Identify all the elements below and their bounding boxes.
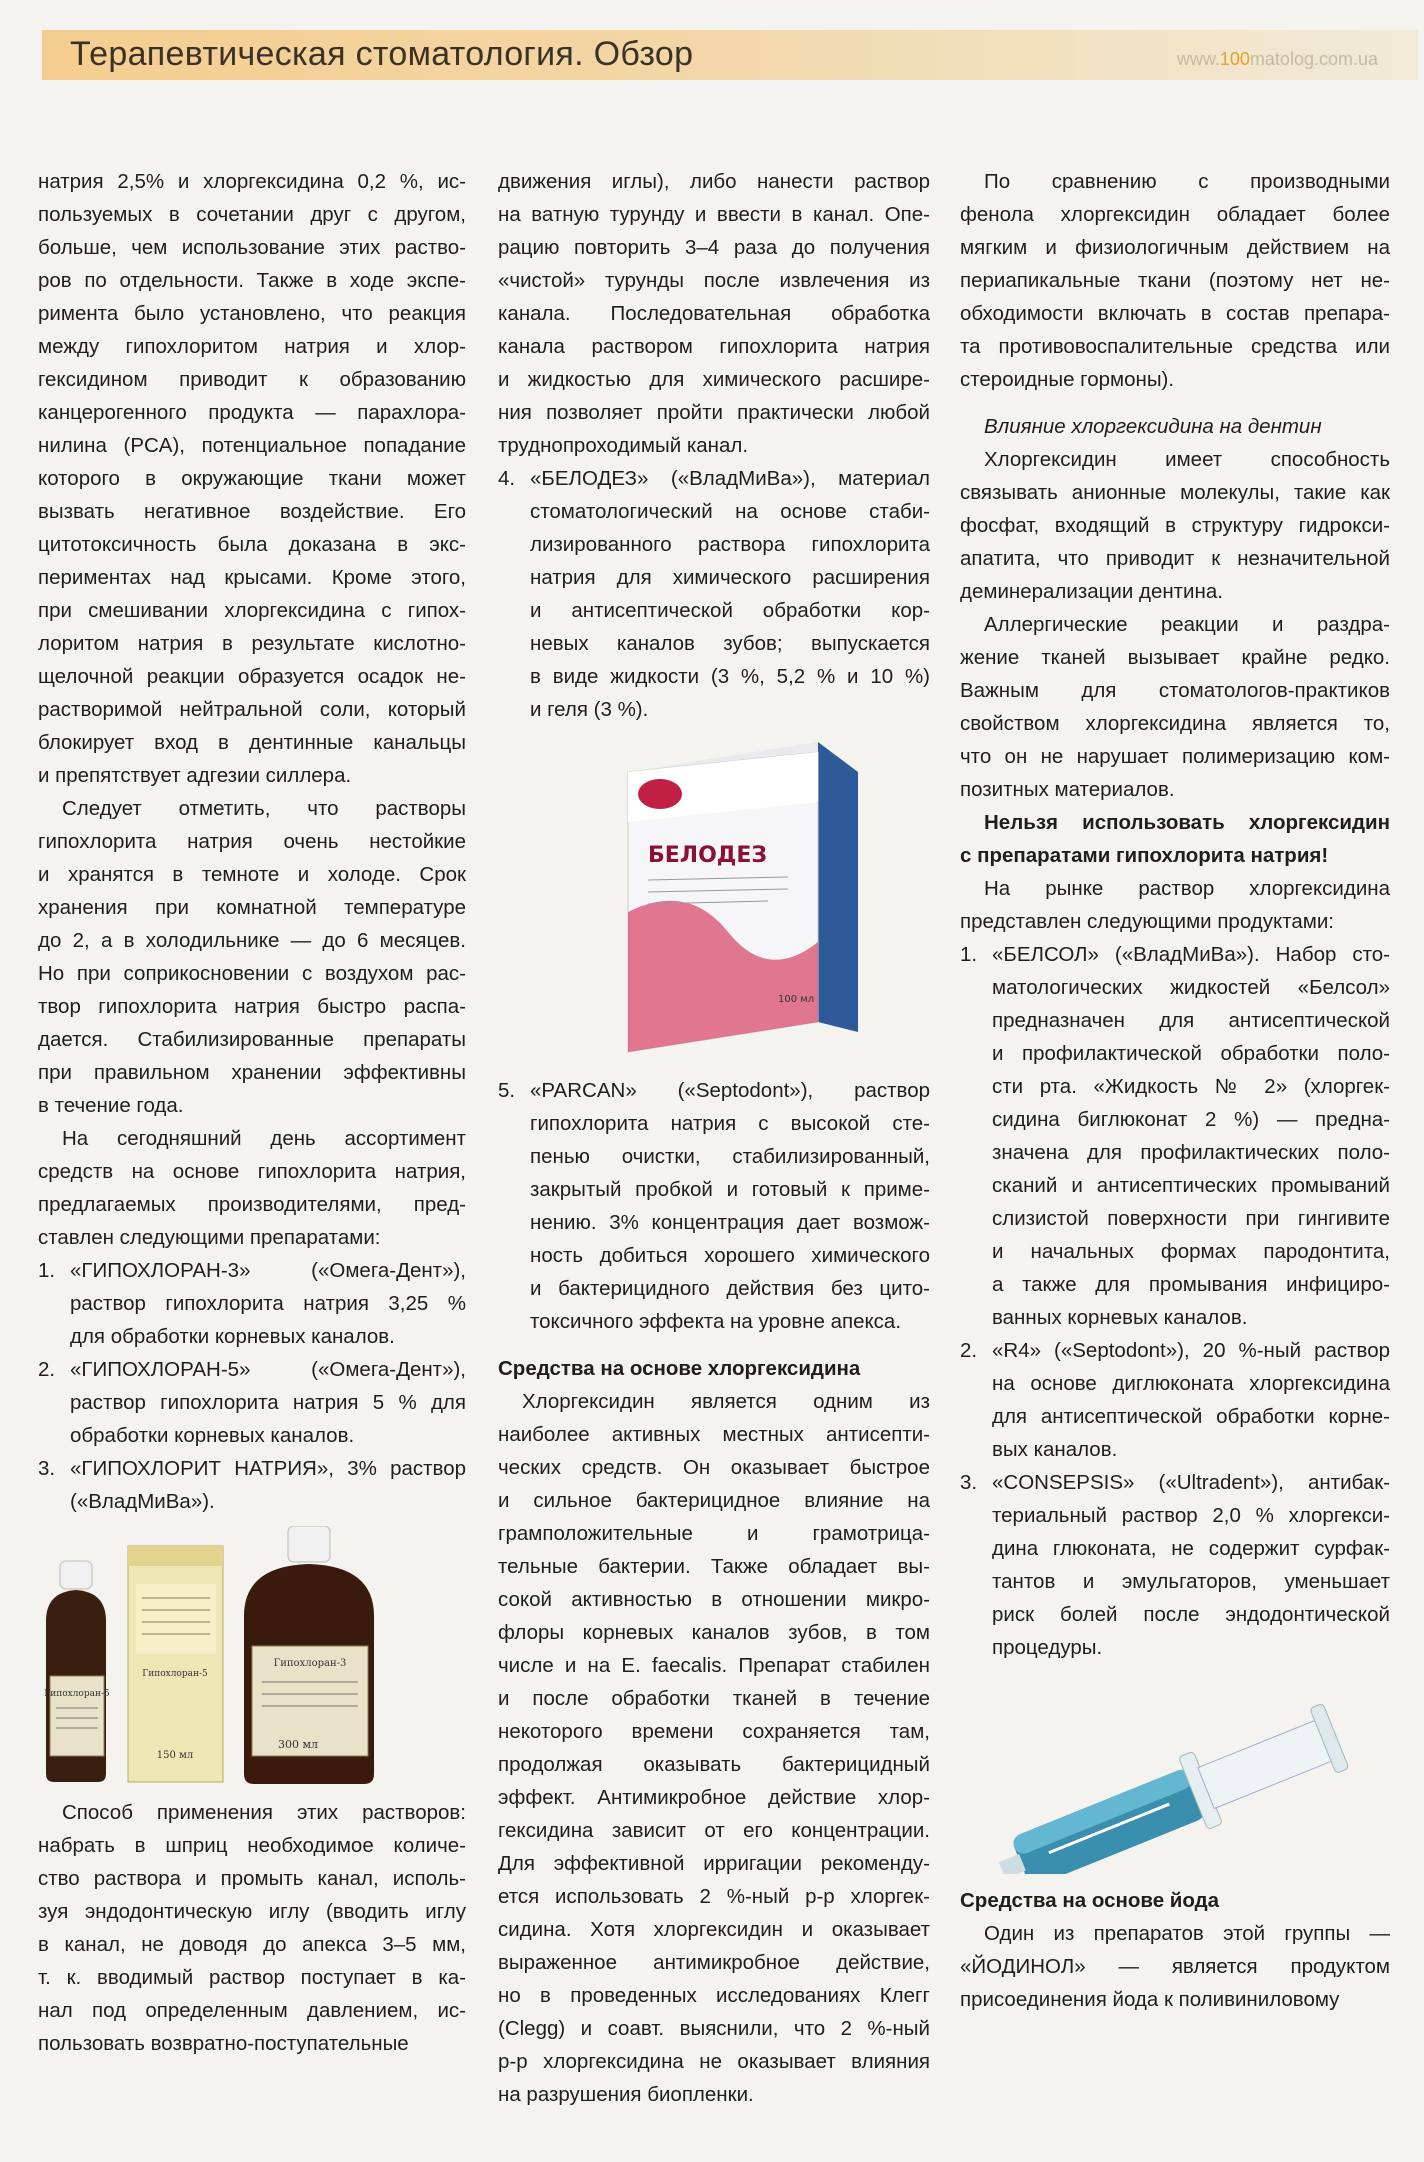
text-line: для антисептической обработки корне- (992, 1405, 1390, 1428)
running-header (42, 30, 1418, 80)
text-line: невых каналов зубов; выпускается (530, 632, 930, 655)
text-line: между гипохлоритом натрия и хлор- (38, 335, 466, 358)
text-line: движения иглы), либо нанести раствор (498, 170, 930, 193)
text-line: «R4» («Septodont»), 20 %-ный раствор (992, 1339, 1390, 1362)
list-number: 2. (38, 1358, 56, 1381)
text-line: обработки корневых каналов. (70, 1424, 355, 1447)
text-line: «CONSEPSIS» («Ultradent»), антибак- (992, 1471, 1390, 1494)
text-line: сканий и антисептических промываний (992, 1174, 1390, 1197)
text-line: выраженное антимикробное действие, (498, 1951, 930, 1974)
text-line: тантов и эмульгаторов, уменьшает (992, 1570, 1390, 1593)
col2-paragraph-1 (498, 165, 930, 462)
text-line: блокирует вход в дентинные канальцы (38, 731, 466, 754)
text-line: ется использовать 2 %-ный р-р хлоргек- (498, 1885, 930, 1908)
site-url[interactable] (1177, 49, 1378, 70)
bottle-right-label: Гипохлоран-3 (273, 1658, 347, 1669)
text-line: значена для профилактических поло- (992, 1141, 1390, 1164)
text-line: на основе диглюконата хлоргексидина (992, 1372, 1390, 1395)
text-line: и после обработки тканей в течение (498, 1687, 930, 1710)
text-line: ность добиться хорошего химического (530, 1244, 930, 1267)
text-line: для обработки корневых каналов. (70, 1325, 395, 1348)
text-line: канала. Последовательная обработка (498, 302, 930, 325)
text-line: апатита, что приводит к незначительной (960, 547, 1390, 570)
text-line: римента было установлено, что реакция (38, 302, 466, 325)
text-line: в канал, не доводя до апекса 3–5 мм, (38, 1933, 466, 1956)
text-line: раствор гипохлорита натрия 5 % для (70, 1391, 466, 1414)
belodez-illustration (608, 732, 918, 1062)
text-line: вых каналов. (992, 1438, 1118, 1461)
col1-product-list (38, 1254, 466, 1518)
text-line: сидина биглюконат 2 %) — предна- (992, 1108, 1390, 1131)
text-line: средств на основе гипохлорита натрия, (38, 1160, 466, 1183)
text-line: цитотоксичность была доказана в экс- (38, 533, 466, 556)
text-line: матологических жидкостей «Белсол» (992, 976, 1390, 999)
col1-paragraph-4 (38, 1796, 466, 2060)
list-item (498, 1074, 930, 1338)
text-line: На сегодняшний день ассортимент (62, 1127, 466, 1150)
col3-paragraph-1 (960, 165, 1390, 396)
bottle-left-label: Гипохлоран-5 (44, 1689, 110, 1699)
text-line: (Clegg) и соавт. выяснили, что 2 %-ный (498, 2017, 930, 2040)
text-line: присоединения йода к поливиниловому (960, 1988, 1340, 2011)
col1-paragraph-1 (38, 165, 466, 792)
url-prefix: www. (1176, 49, 1220, 69)
text-line: до 2, а в холодильнике — до 6 месяцев. (38, 929, 466, 952)
text-line: сокой активностью в отношении микро- (498, 1588, 930, 1611)
text-line: на разрушения биопленки. (498, 2083, 754, 2106)
text-line: гексидином приводит к образованию (38, 368, 466, 391)
box-volume: 150 мл (156, 1750, 194, 1761)
box-brand: БЕЛОДЕЗ (648, 843, 768, 868)
text-line: в течение года. (38, 1094, 184, 1117)
text-line: Один из препаратов этой группы — (984, 1922, 1390, 1945)
text-line: «БЕЛСОЛ» («ВладМиВа»). Набор сто- (992, 943, 1390, 966)
iodine-heading: Средства на основе йода (960, 1889, 1220, 1912)
text-line: некоторого времени сохраняется там, (498, 1720, 930, 1743)
text-line: мягким и физиологичным действием на (960, 236, 1390, 259)
text-line: предлагаемых производителями, пред- (38, 1193, 466, 1216)
col1-paragraph-2 (38, 792, 466, 1122)
col1-paragraph-3 (38, 1122, 466, 1254)
text-line: Хлоргексидин является одним из (522, 1390, 930, 1413)
text-line: натрия 2,5% и хлоргексидина 0,2 %, ис- (38, 170, 466, 193)
bottle-right-volume: 300 мл (278, 1738, 319, 1751)
text-line: ческих средств. Он оказывает быстрое (498, 1456, 930, 1479)
text-line: На рынке раствор хлоргексидина (984, 877, 1390, 900)
bottles-illustration (38, 1526, 468, 1786)
text-line: хранения при комнатной температуре (38, 896, 466, 919)
text-line: набрать в шприц необходимое количе- (38, 1834, 466, 1857)
text-line: стероидные гормоны). (960, 368, 1175, 391)
list-item (960, 938, 1390, 1334)
chlorhexidine-heading: Средства на основе хлоргексидина (498, 1357, 861, 1380)
text-line: Но при соприкосновении с воздухом рас- (38, 962, 466, 985)
text-line: «ГИПОХЛОРАН-5» («Омега-Дент»), (70, 1358, 466, 1381)
syringe-photo (960, 1684, 1380, 1874)
text-line: периментах над крысами. Кроме этого, (38, 566, 466, 589)
text-line: Нельзя использовать хлоргексидин (984, 811, 1390, 834)
text-line: флоры корневых каналов зубов, в том (498, 1621, 930, 1644)
text-line: слизистой поверхности при гингивите (992, 1207, 1390, 1230)
list-number: 1. (38, 1259, 56, 1282)
text-line: т. к. вводимый раствор поступает в ка- (38, 1966, 466, 1989)
text-line: грамположительные и грамотрица- (498, 1522, 930, 1545)
text-line: гексидина зависит от его концентрации. (498, 1819, 930, 1842)
text-line: щелочной реакции образуется осадок не- (38, 665, 466, 688)
text-line: фосфат, входящий в структуру гидрокси- (960, 514, 1390, 537)
text-line: на ватную турунду и ввести в канал. Опе- (498, 203, 930, 226)
url-highlight: 100 (1219, 49, 1250, 69)
text-line: тельные бактерии. Также обладает вы- (498, 1555, 930, 1578)
text-line: а также для промывания инфициро- (992, 1273, 1390, 1296)
text-line: Важным для стоматологов-практиков (960, 679, 1390, 702)
text-line: лоритом натрия в результате кислотно- (38, 632, 466, 655)
text-line: стоматологический на основе стаби- (530, 500, 930, 523)
hypochloran-bottles-photo (38, 1526, 468, 1786)
text-line: и бактерицидного действия без цито- (530, 1277, 930, 1300)
text-line: труднопроходимый канал. (498, 434, 749, 457)
text-line: вызвать негативное воздействие. Его (38, 500, 466, 523)
text-line: твор гипохлорита натрия быстро распа- (38, 995, 466, 1018)
text-line: в виде жидкости (3 %, 5,2 % и 10 %) (530, 665, 930, 688)
text-line: и профилактической обработки поло- (992, 1042, 1390, 1065)
text-line: териальный раствор 2,0 % хлоргекси- (992, 1504, 1390, 1527)
list-number: 5. (498, 1079, 516, 1102)
url-suffix: matolog.com.ua (1249, 49, 1378, 69)
text-line: пользовать возвратно-поступательные (38, 2032, 409, 2055)
text-line: «ГИПОХЛОРАН-3» («Омега-Дент»), (70, 1259, 466, 1282)
text-line: та противовоспалительные средства или (960, 335, 1390, 358)
text-line: и геля (3 %). (530, 698, 649, 721)
text-line: «чистой» турунды после извлечения из (498, 269, 930, 292)
text-line: р-р хлоргексидина не оказывает влияния (498, 2050, 930, 2073)
col3-paragraph-3 (960, 608, 1390, 806)
text-line: и сильное бактерицидное влияние на (498, 1489, 930, 1512)
list-item (960, 1466, 1390, 1664)
column-3 (960, 165, 1390, 2016)
col3-paragraph-4 (960, 872, 1390, 938)
text-line: раствор гипохлорита натрия 3,25 % (70, 1292, 466, 1315)
col3-paragraph-5 (960, 1917, 1390, 2016)
text-line: риск болей после эндодонтической (992, 1603, 1390, 1626)
warning-note (960, 806, 1390, 872)
text-line: дина глюконата, не содержит сурфак- (992, 1537, 1390, 1560)
text-line: с препаратами гипохлорита натрия! (960, 844, 1329, 867)
list-number: 1. (960, 943, 978, 966)
text-line: связывать анионные молекулы, такие как (960, 481, 1390, 504)
column-2 (498, 165, 930, 2111)
dentin-subheading: Влияние хлоргексидина на дентин (984, 415, 1322, 438)
text-line: ния позволяет пройти практически любой (498, 401, 930, 424)
text-line: канцерогенного продукта — парахлора- (38, 401, 466, 424)
text-line: при правильном хранении эффективны (38, 1061, 466, 1084)
list-item (960, 1334, 1390, 1466)
text-line: периапикальные ткани (поэтому нет не- (960, 269, 1390, 292)
text-line: числе и на E. faecalis. Препарат стабилен (498, 1654, 930, 1677)
text-line: Аллергические реакции и раздра- (984, 613, 1390, 636)
text-line: предназначен для антисептической (992, 1009, 1390, 1032)
list-number: 3. (38, 1457, 56, 1480)
text-line: эффект. Антимикробное действие хлор- (498, 1786, 930, 1809)
text-line: («ВладМиВа»). (70, 1490, 215, 1513)
text-line: обходимости включать в состав препара- (960, 302, 1390, 325)
text-line: гипохлорита натрия очень нестойкие (38, 830, 466, 853)
text-line: свойством хлоргексидина является то, (960, 712, 1390, 735)
text-line: и антисептической обработки кор- (530, 599, 930, 622)
text-line: сти рта. «Жидкость № 2» (хлоргек- (992, 1075, 1390, 1098)
text-line: наиболее активных местных антисепти- (498, 1423, 930, 1446)
list-number: 4. (498, 467, 516, 490)
text-line: ров по отдельности. Также в ходе экспе- (38, 269, 466, 292)
belodez-box-photo (608, 732, 918, 1062)
text-line: рацию повторить 3–4 раза до получения (498, 236, 930, 259)
syringe-illustration (960, 1684, 1380, 1874)
col3-product-list (960, 938, 1390, 1664)
text-line: при смешивании хлоргексидина с гипох- (38, 599, 466, 622)
text-line: и хранятся в темноте и холоде. Срок (38, 863, 466, 886)
text-line: закрытый пробкой и готовый к приме- (530, 1178, 930, 1201)
col2-item-5 (498, 1074, 930, 1338)
text-line: нал под определенным давлением, ис- (38, 1999, 466, 2022)
text-line: «БЕЛОДЕЗ» («ВладМиВа»), материал (530, 467, 930, 490)
section-title: Терапевтическая стоматология. Обзор (70, 35, 694, 73)
text-line: ванных корневых каналов. (992, 1306, 1248, 1329)
text-line: Хлоргексидин имеет способность (984, 448, 1390, 471)
text-line: Следует отметить, что растворы (62, 797, 466, 820)
col2-paragraph-2 (498, 1385, 930, 2111)
text-line: Способ применения этих растворов: (62, 1801, 466, 1824)
text-line: фенола хлоргексидин обладает более (960, 203, 1390, 226)
text-line: «ГИПОХЛОРИТ НАТРИЯ», 3% раствор (70, 1457, 466, 1480)
list-number: 2. (960, 1339, 978, 1362)
text-line: больше, чем использование этих раство- (38, 236, 466, 259)
list-item (38, 1353, 466, 1452)
list-item (38, 1254, 466, 1353)
text-line: токсичного эффекта на уровне апекса. (530, 1310, 902, 1333)
list-number: 3. (960, 1471, 978, 1494)
col3-paragraph-2 (960, 443, 1390, 608)
col2-item-4 (498, 462, 930, 726)
text-line: деминерализации дентина. (960, 580, 1223, 603)
box-label: Гипохлоран-5 (142, 1669, 208, 1679)
text-line: ство раствора и промыть канал, исполь- (38, 1867, 466, 1890)
text-line: процедуры. (992, 1636, 1103, 1659)
column-1 (38, 165, 466, 2060)
list-item (38, 1452, 466, 1518)
text-line: пенью очистки, стабилизированный, (530, 1145, 930, 1168)
text-line: канала раствором гипохлорита натрия (498, 335, 930, 358)
text-line: пользуемых в сочетании друг с другом, (38, 203, 466, 226)
text-line: продолжая оказывать бактерицидный (498, 1753, 930, 1776)
text-line: гипохлорита натрия с высокой сте- (530, 1112, 930, 1135)
list-item (498, 462, 930, 726)
text-line: позитных материалов. (960, 778, 1175, 801)
text-line: ставлен следующими препаратами: (38, 1226, 381, 1249)
text-line: лизированного раствора гипохлорита (530, 533, 930, 556)
text-line: натрия для химического расширения (530, 566, 930, 589)
text-line: которого в окружающие ткани может (38, 467, 466, 490)
text-line: Для эффективной ирригации рекоменду- (498, 1852, 930, 1875)
text-line: и препятствует адгезии силлера. (38, 764, 352, 787)
text-line: По сравнению с производными (984, 170, 1390, 193)
text-line: что он не нарушает полимеризацию ком- (960, 745, 1390, 768)
text-line: и начальных формах пародонтита, (992, 1240, 1390, 1263)
text-line: нилина (PCA), потенциальное попадание (38, 434, 466, 457)
text-line: растворимой нейтральной соли, который (38, 698, 466, 721)
text-line: нению. 3% концентрация дает возмож- (530, 1211, 930, 1234)
text-line: и жидкостью для химического расшире- (498, 368, 930, 391)
text-line: зуя эндодонтическую иглу (вводить иглу (38, 1900, 466, 1923)
text-line: жение тканей вызывает крайне редко. (960, 646, 1390, 669)
text-line: но в проведенных исследованиях Клегг (498, 1984, 930, 2007)
text-line: дается. Стабилизированные препараты (38, 1028, 466, 1051)
text-line: сидина. Хотя хлоргексидин и оказывает (498, 1918, 930, 1941)
text-line: «PARCAN» («Septodont»), раствор (530, 1079, 930, 1102)
text-line: представлен следующими продуктами: (960, 910, 1334, 933)
text-line: «ЙОДИНОЛ» — является продуктом (960, 1955, 1390, 1978)
belodez-volume: 100 мл (778, 994, 815, 1005)
